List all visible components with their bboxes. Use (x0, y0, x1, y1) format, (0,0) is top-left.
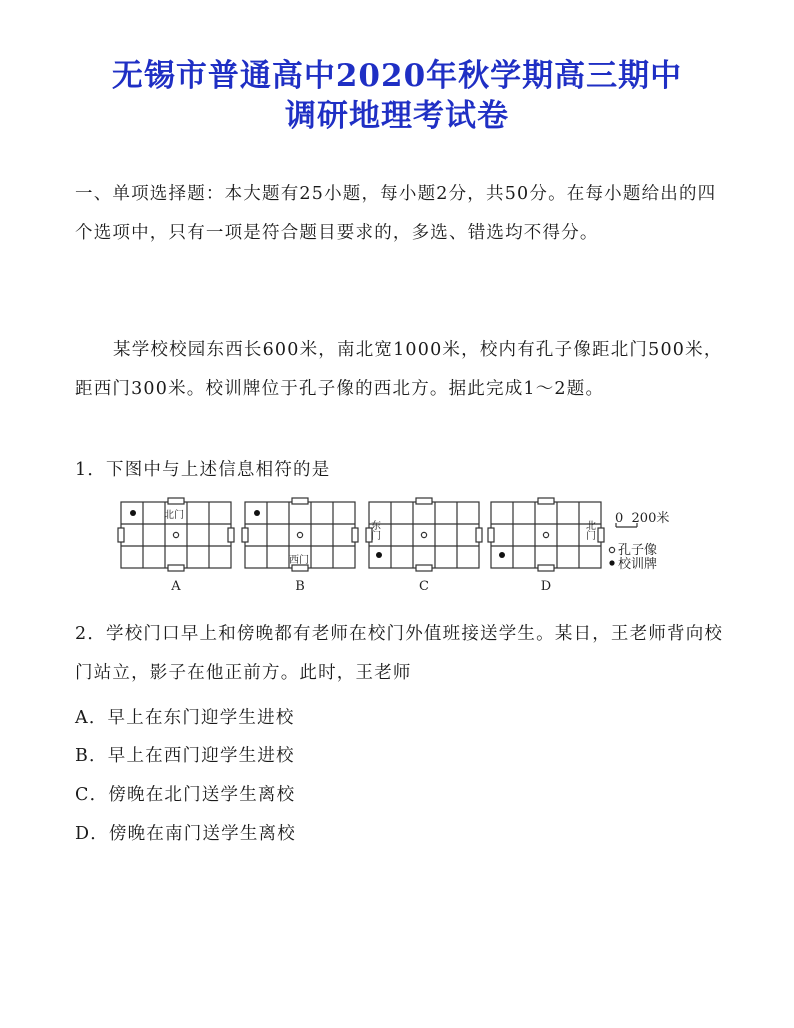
map-c-gate-label: 东门 (368, 520, 380, 540)
question-2-stem: 2．学校门口早上和傍晚都有老师在校门外值班接送学生。某日，王老师背向校门站立，影子在他正前方。此时，王老师 (75, 624, 724, 683)
map-c (366, 498, 482, 571)
map-c-letter: C (419, 579, 429, 594)
legend-scale-label: 0 200米 (615, 511, 670, 526)
map-d-letter: D (540, 579, 552, 594)
campus-maps-svg (115, 492, 695, 602)
legend-statue-label: 孔子像 (618, 543, 658, 558)
map-d-gate-label: 北门 (583, 520, 595, 540)
question-2-option-b: B．早上在西门迎学生进校 (75, 746, 295, 766)
question-2-option-d: D．傍晚在南门送学生离校 (75, 824, 296, 844)
map-a-gate-label: 北门 (164, 510, 184, 521)
question-2-option-c: C．傍晚在北门送学生离校 (75, 785, 296, 805)
question-1-stem: 1．下图中与上述信息相符的是 (75, 460, 331, 480)
map-a-motto-dot (130, 510, 136, 516)
legend-motto-symbol (609, 560, 614, 565)
question-2-option-a: A．早上在东门迎学生进校 (75, 708, 295, 728)
map-c-motto-dot (376, 552, 382, 558)
legend-motto-label: 校训牌 (618, 557, 658, 572)
page-title-line-2: 调研地理考试卷 (285, 98, 509, 134)
map-a-letter: A (171, 579, 181, 594)
passage-text: 某学校校园东西长600米，南北宽1000米，校内有孔子像距北门500米，距西门300米。校训牌位于孔子像的西北方。据此完成1～2题。 (75, 340, 723, 399)
map-b-letter: B (295, 579, 305, 594)
campus-map-figure (115, 492, 695, 602)
map-b-gate-label: 西门 (289, 555, 309, 566)
legend-statue-symbol (609, 547, 614, 552)
map-a (118, 498, 234, 571)
map-b-motto-dot (254, 510, 260, 516)
section-instructions: 一、单项选择题：本大题有25小题，每小题2分，共50分。在每小题给出的四个选项中，只有一项是符合题目要求的，多选、错选均不得分。 (75, 184, 717, 243)
map-d-motto-dot (499, 552, 505, 558)
page-title-line-1: 无锡市普通高中2020年秋学期高三期中 (111, 58, 683, 94)
